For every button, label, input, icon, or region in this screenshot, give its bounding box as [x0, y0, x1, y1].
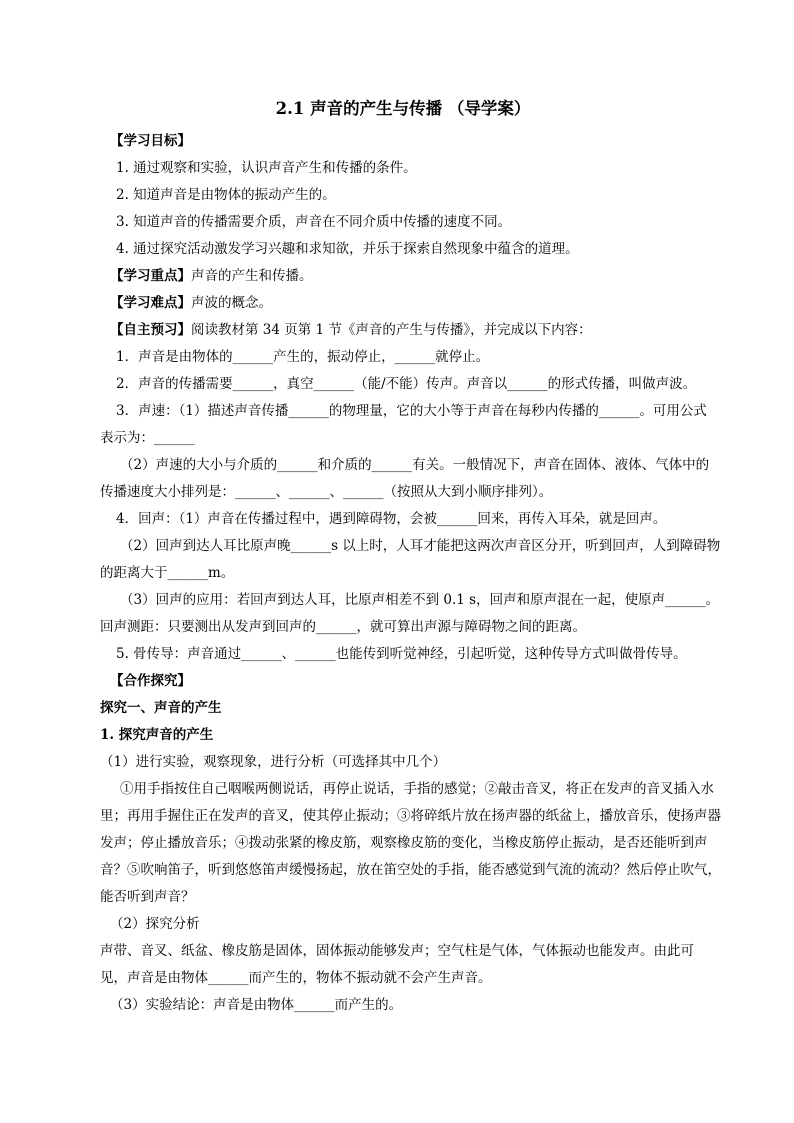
objective-item: 2. 知道声音是由物体的振动产生的。 [116, 187, 336, 203]
objective-item: 3. 知道声音的传播需要介质，声音在不同介质中传播的速度不同。 [116, 214, 512, 230]
experiment-text: 发声；停止播放音乐；④拨动张紧的橡皮筋，观察橡皮筋的变化，当橡皮筋停止振动，是否还能听到声 [100, 835, 708, 851]
conclusion-text: （3）实验结论：声音是由物体______而产生的。 [110, 997, 403, 1013]
subsection-heading: 1. 探究声音的产生 [100, 727, 214, 743]
preview-heading: 【自主预习】 [110, 322, 191, 338]
step-heading: （2）探究分析 [110, 916, 200, 932]
key-point-text: 声音的产生和传播。 [191, 268, 313, 284]
preview-question: 的距离大于______m。 [100, 565, 235, 581]
analysis-text: 声带、音叉、纸盆、橡皮筋是固体，固体振动能够发声；空气柱是气体，气体振动也能发声。由此可 [100, 943, 694, 959]
preview-question: 5. 骨传导：声音通过______、______也能传到听觉神经，引起听觉，这种传导方式叫做骨传导。 [116, 646, 687, 662]
difficulty-line [0, 290, 794, 317]
preview-question: 传播速度大小排列是：______、______、______（按照从大到小顺序排列）。 [100, 484, 553, 500]
preview-question: 3．声速：（1）描述声音传播______的物理量，它的大小等于声音在每秒内传播的______。可用公式 [116, 403, 707, 419]
preview-question: 1．声音是由物体的______产生的，振动停止，______就停止。 [116, 349, 490, 365]
cooperation-heading: 【合作探究】 [110, 673, 191, 689]
experiment-text: 能否听到声音？ [100, 889, 195, 905]
preview-question: 回声测距：只要测出从发声到回声的______，就可算出声源与障碍物之间的距离。 [100, 619, 586, 635]
step-heading: （1）进行实验，观察现象，进行分析（可选择其中几个） [100, 754, 447, 770]
difficulty-heading: 【学习难点】 [110, 295, 191, 311]
preview-question: （2）声速的大小与介质的______和介质的______有关。一般情况下，声音在固体、液体、气体中的 [120, 457, 710, 473]
preview-question: 4．回声：（1）声音在传播过程中，遇到障碍物，会被______回来，再传入耳朵，就是回声。 [116, 511, 667, 527]
objective-item: 1. 通过观察和实验，认识声音产生和传播的条件。 [116, 160, 417, 176]
objective-item: 4. 通过探究活动激发学习兴趣和求知欲，并乐于探索自然现象中蕴含的道理。 [116, 241, 579, 257]
section-heading: 探究一、声音的产生 [100, 700, 222, 716]
key-point-line [0, 263, 794, 290]
objectives-heading: 【学习目标】 [110, 133, 191, 149]
preview-intro: 阅读教材第 34 页第 1 节《声音的产生与传播》，并完成以下内容： [191, 322, 592, 338]
experiment-text: ①用手指按住自己咽喉两侧说话，再停止说话，手指的感觉；②敲击音叉，将正在发声的音叉插入水 [120, 781, 714, 797]
preview-question: （2）回声到达人耳比原声晚______s 以上时，人耳才能把这两次声音区分开，听到回声，人到障碍物 [120, 538, 721, 554]
document-title: 2.1 声音的产生与传播 （导学案） [275, 99, 531, 118]
preview-question: 2．声音的传播需要______，真空______（能/不能）传声。声音以______的形式传播，叫做声波。 [116, 376, 697, 392]
preview-line [0, 317, 794, 344]
key-point-heading: 【学习重点】 [110, 268, 191, 284]
difficulty-text: 声波的概念。 [191, 295, 272, 311]
analysis-text: 见，声音是由物体______而产生的，物体不振动就不会产生声音。 [100, 970, 492, 986]
experiment-text: 里；再用手握住正在发声的音叉，使其停止振动；③将碎纸片放在扬声器的纸盆上，播放音乐，使扬声器 [100, 808, 721, 824]
preview-question: 表示为：______ [100, 430, 195, 446]
preview-question: （3）回声的应用：若回声到达人耳，比原声相差不到 0.1 s，回声和原声混在一起，使原声______。 [120, 592, 720, 608]
experiment-text: 音？⑤吹响笛子，听到悠悠笛声缓慢扬起，放在笛空处的手指，能否感觉到气流的流动？然后停止吹气， [100, 862, 721, 878]
